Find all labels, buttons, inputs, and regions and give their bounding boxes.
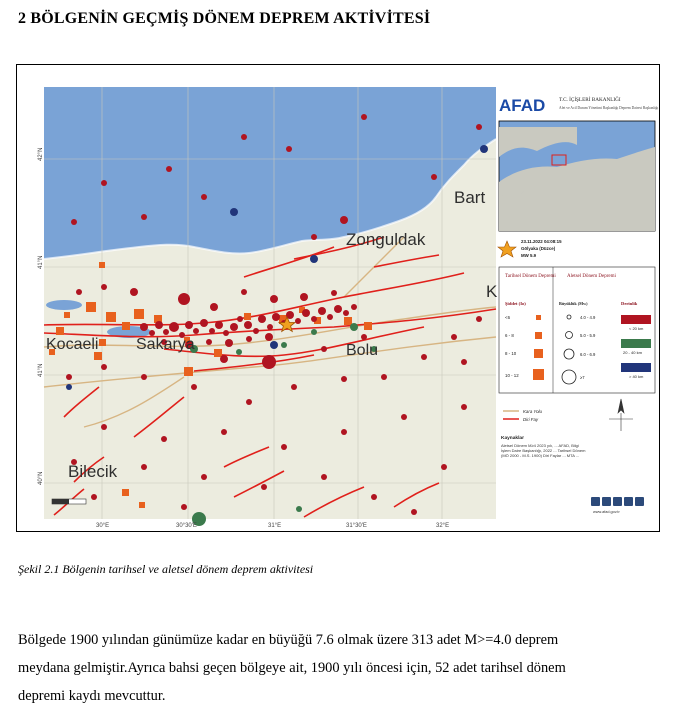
event-location: Gölyaka (Düzce) <box>521 246 556 251</box>
place-sakarya: Sakarya <box>136 336 195 353</box>
place-karabuk: K <box>486 282 498 301</box>
seismicity-figure <box>16 64 660 532</box>
body-paragraph <box>18 626 659 710</box>
figure-caption: Şekil 2.1 Bölgenin tarihsel ve aletsel dönem deprem aktivitesi <box>18 562 314 576</box>
sources-text: Aletsel Dönem M≥4 2023 yılı, ... AFAD, Bilgi İşlem Daire Başkanlığı, 2022 ... Tarihsel Dönem (MÖ 2000 - M.S. 1900) Diri Faylar ... MTA ... <box>501 443 586 459</box>
map-legend <box>497 87 657 527</box>
lat-label-4: 40°N <box>38 471 44 485</box>
inset-map <box>499 121 655 231</box>
place-zonguldak: Zonguldak <box>346 230 426 249</box>
depth-class-2: 20 - 40 km <box>623 350 642 355</box>
izmit-gulf <box>46 300 82 310</box>
scale-bar <box>52 499 86 504</box>
event-magnitude: MW 5.9 <box>521 253 537 258</box>
magnitude-class-1: 4.0 - 4.9 <box>580 315 596 320</box>
intensity-label: Şiddet (Io) <box>505 301 526 306</box>
sources-block <box>501 443 587 523</box>
depth-class-3: > 40 km <box>629 374 644 379</box>
place-kocaeli: Kocaeli <box>46 336 99 353</box>
fault-legend: Diri Fay <box>523 417 539 422</box>
lat-label-2: 41°N <box>38 255 44 269</box>
depth-class-1: < 20 km <box>629 326 644 331</box>
road-legend: Kara Yolu <box>523 409 542 414</box>
magnitude-class-3: 6.0 - 6.9 <box>580 352 596 357</box>
magnitude-class-4: ≥7 <box>580 375 585 380</box>
depth-symbols <box>621 315 651 372</box>
intensity-class-4: 10 - 12 <box>505 373 519 378</box>
lon-label-4: 31°30'E <box>346 523 367 529</box>
instrumental-legend-title: Aletsel Dönem Depremi <box>567 274 616 279</box>
sources-title: Kaynaklar <box>501 436 524 441</box>
place-bolu: Bolu <box>346 342 379 359</box>
ministry-name: T.C. İÇİŞLERİ BAKANLIĞI <box>559 97 621 103</box>
paragraph-line-2: meydana gelmiştir.Ayrıca bahsi geçen bölgeye ait, 1900 yılı öncesi için, 52 adet tarihsel dönem <box>18 660 566 676</box>
afad-logo: AFAD <box>499 96 546 115</box>
intensity-class-1: <6 <box>505 315 511 320</box>
north-arrow-icon <box>609 399 633 431</box>
place-bilecik: Bilecik <box>68 462 118 481</box>
social-icons <box>591 497 644 506</box>
intensity-class-3: 8 - 10 <box>505 351 517 356</box>
magnitude-class-2: 5.0 - 5.9 <box>580 333 596 338</box>
seismicity-map <box>38 87 498 529</box>
event-datetime: 23.11.2022 04:08:15 <box>521 239 562 244</box>
section-heading: 2 BÖLGENİN GEÇMİŞ DÖNEM DEPREM AKTİVİTESİ <box>18 10 431 27</box>
intensity-class-2: 6 - 8 <box>505 333 514 338</box>
depth-label: Derinlik <box>621 301 638 306</box>
lon-label-2: 30°30'E <box>176 523 197 529</box>
website-text: www.afad.gov.tr <box>593 510 620 514</box>
event-star-icon <box>498 241 516 257</box>
lon-label-3: 31°E <box>268 523 282 529</box>
axis-labels <box>38 148 44 485</box>
magnitude-label: Büyüklük (Mw) <box>559 301 588 306</box>
lon-label-1: 30°E <box>96 523 110 529</box>
place-bartin: Bart <box>454 188 486 207</box>
lon-label-5: 32°E <box>436 523 450 529</box>
lat-label-3: 41°N <box>38 363 44 377</box>
historical-legend-title: Tarihsel Dönem Depremi <box>505 274 556 279</box>
paragraph-line-1: Bölgede 1900 yılından günümüze kadar en büyüğü 7.6 olmak üzere 313 adet M>=4.0 deprem <box>18 632 559 648</box>
lat-label-1: 42°N <box>38 147 44 161</box>
lon-axis-labels <box>96 523 449 529</box>
paragraph-line-3: depremi kaydı mevcuttur. <box>18 688 166 704</box>
ministry-sub: Afet ve Acil Durum Yönetimi Başkanlığı Deprem Dairesi Başkanlığı <box>559 106 659 110</box>
